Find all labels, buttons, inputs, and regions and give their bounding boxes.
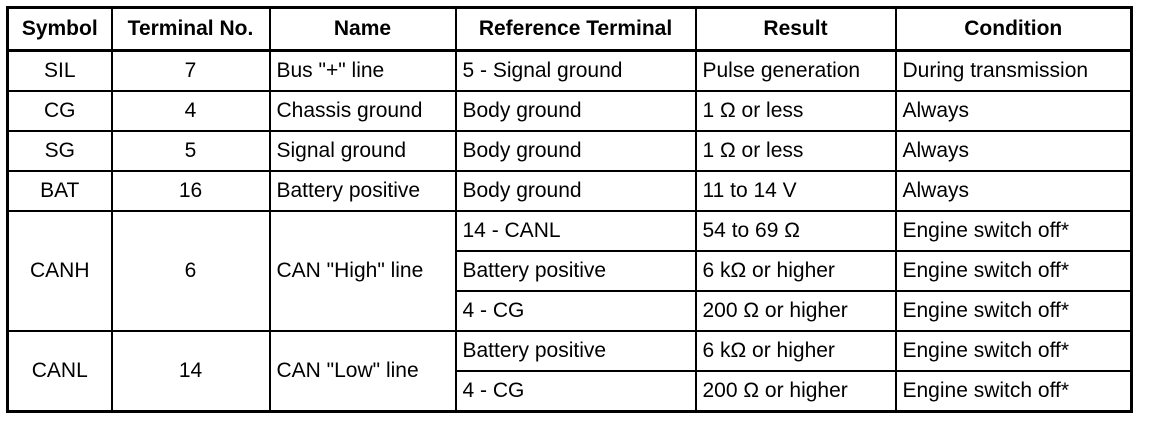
cell-reference-terminal: Body ground bbox=[456, 131, 696, 171]
header-reference-terminal: Reference Terminal bbox=[456, 8, 696, 51]
cell-result: 200 Ω or higher bbox=[696, 371, 896, 412]
cell-symbol: BAT bbox=[8, 171, 112, 211]
cell-result: 6 kΩ or higher bbox=[696, 251, 896, 291]
header-result: Result bbox=[696, 8, 896, 51]
header-condition: Condition bbox=[896, 8, 1132, 51]
cell-condition: Engine switch off* bbox=[896, 331, 1132, 371]
header-symbol: Symbol bbox=[8, 8, 112, 51]
cell-terminal-no: 7 bbox=[112, 51, 270, 92]
cell-name: Chassis ground bbox=[270, 91, 456, 131]
cell-result: 1 Ω or less bbox=[696, 91, 896, 131]
cell-condition: Engine switch off* bbox=[896, 251, 1132, 291]
cell-name: CAN "Low" line bbox=[270, 331, 456, 412]
cell-symbol: CG bbox=[8, 91, 112, 131]
cell-reference-terminal: 14 - CANL bbox=[456, 211, 696, 251]
table-row bbox=[8, 91, 1132, 131]
cell-result: 6 kΩ or higher bbox=[696, 331, 896, 371]
cell-result: 1 Ω or less bbox=[696, 131, 896, 171]
cell-condition: Always bbox=[896, 171, 1132, 211]
cell-terminal-no: 14 bbox=[112, 331, 270, 412]
cell-terminal-no: 4 bbox=[112, 91, 270, 131]
cell-reference-terminal: 5 - Signal ground bbox=[456, 51, 696, 92]
table-row bbox=[8, 211, 1132, 251]
cell-symbol: SG bbox=[8, 131, 112, 171]
header-name: Name bbox=[270, 8, 456, 51]
cell-name: Bus "+" line bbox=[270, 51, 456, 92]
cell-result: 200 Ω or higher bbox=[696, 291, 896, 331]
table-row bbox=[8, 131, 1132, 171]
cell-reference-terminal: 4 - CG bbox=[456, 291, 696, 331]
cell-condition: Always bbox=[896, 131, 1132, 171]
cell-terminal-no: 6 bbox=[112, 211, 270, 331]
cell-name: CAN "High" line bbox=[270, 211, 456, 331]
table-row bbox=[8, 51, 1132, 92]
cell-reference-terminal: Battery positive bbox=[456, 331, 696, 371]
table-row bbox=[8, 171, 1132, 211]
cell-condition: Engine switch off* bbox=[896, 211, 1132, 251]
table-row bbox=[8, 331, 1132, 371]
cell-terminal-no: 16 bbox=[112, 171, 270, 211]
cell-symbol: CANH bbox=[8, 211, 112, 331]
cell-result: Pulse generation bbox=[696, 51, 896, 92]
header-row bbox=[8, 8, 1132, 51]
terminal-spec-table-wrapper bbox=[6, 6, 1133, 413]
cell-reference-terminal: 4 - CG bbox=[456, 371, 696, 412]
table-body bbox=[8, 51, 1132, 412]
cell-name: Battery positive bbox=[270, 171, 456, 211]
cell-symbol: CANL bbox=[8, 331, 112, 412]
table-header bbox=[8, 8, 1132, 51]
cell-symbol: SIL bbox=[8, 51, 112, 92]
cell-reference-terminal: Body ground bbox=[456, 91, 696, 131]
header-terminal-no: Terminal No. bbox=[112, 8, 270, 51]
cell-result: 11 to 14 V bbox=[696, 171, 896, 211]
cell-condition: Always bbox=[896, 91, 1132, 131]
cell-condition: Engine switch off* bbox=[896, 291, 1132, 331]
cell-result: 54 to 69 Ω bbox=[696, 211, 896, 251]
terminal-spec-table bbox=[6, 6, 1133, 413]
cell-reference-terminal: Battery positive bbox=[456, 251, 696, 291]
cell-terminal-no: 5 bbox=[112, 131, 270, 171]
cell-name: Signal ground bbox=[270, 131, 456, 171]
cell-condition: Engine switch off* bbox=[896, 371, 1132, 412]
cell-condition: During transmission bbox=[896, 51, 1132, 92]
cell-reference-terminal: Body ground bbox=[456, 171, 696, 211]
